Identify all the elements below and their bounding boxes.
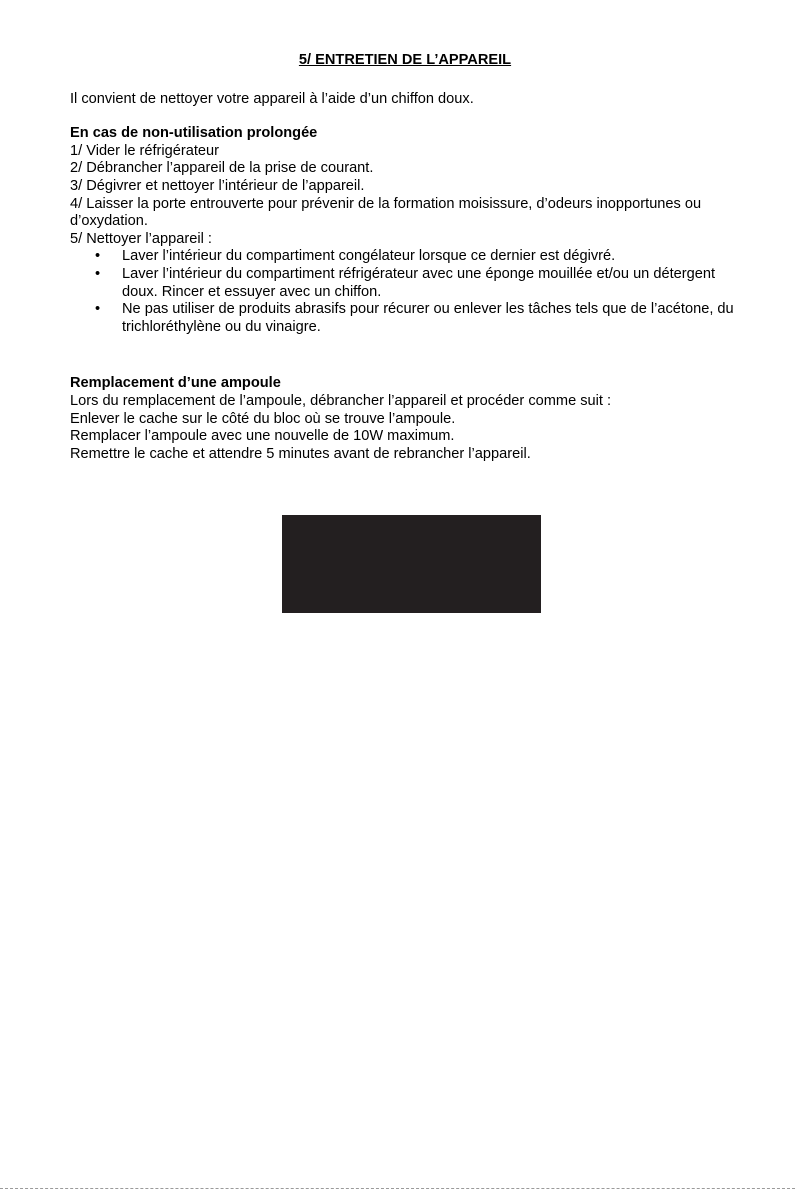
bulb-line: Remplacer l’ampoule avec une nouvelle de 10W maximum. — [70, 428, 455, 445]
storage-heading: En cas de non-utilisation prolongée — [70, 125, 318, 142]
bullet-icon: • — [95, 265, 101, 282]
section-title: 5/ ENTRETIEN DE L’APPAREIL — [298, 52, 512, 68]
bulb-line: Remettre le cache et attendre 5 minutes avant de rebrancher l’appareil. — [70, 445, 531, 462]
list-item — [95, 265, 740, 301]
bullet-icon: • — [95, 301, 101, 318]
bullet-text: Laver l’intérieur du compartiment réfrigérateur avec une éponge mouillée et/ou un détergent doux. Rincer et essuyer avec un chiffon. — [122, 265, 716, 300]
illustration-placeholder — [282, 515, 541, 613]
storage-step: 4/ Laisser la porte entrouverte pour prévenir de la formation moisissure, d’odeurs inopportunes ou d’oxydation. — [70, 195, 702, 230]
bulb-line: Lors du remplacement de l’ampoule, débrancher l’appareil et procéder comme suit : — [70, 392, 612, 409]
bulb-section — [70, 375, 740, 463]
storage-step: 5/ Nettoyer l’appareil : — [70, 230, 212, 247]
bullet-icon: • — [95, 248, 101, 265]
list-item — [95, 248, 740, 266]
bullet-text: Laver l’intérieur du compartiment congélateur lorsque ce dernier est dégivré. — [122, 248, 616, 265]
page-bottom-rule — [0, 1188, 795, 1189]
storage-section — [70, 125, 740, 336]
list-item — [95, 301, 740, 336]
bullet-text: Ne pas utiliser de produits abrasifs pour récurer ou enlever les tâches tels que de l’acétone, du trichloréthylène ou du vinaigre. — [122, 301, 734, 335]
bulb-line: Enlever le cache sur le côté du bloc où se trouve l’ampoule. — [70, 410, 456, 427]
cleaning-bullet-list — [70, 248, 740, 336]
intro-text: Il convient de nettoyer votre appareil à l’aide d’un chiffon doux. — [70, 90, 474, 107]
storage-step: 3/ Dégivrer et nettoyer l’intérieur de l’appareil. — [70, 177, 365, 194]
document-page — [70, 52, 740, 463]
storage-step: 1/ Vider le réfrigérateur — [70, 142, 219, 159]
storage-step: 2/ Débrancher l’appareil de la prise de courant. — [70, 160, 374, 177]
bulb-heading: Remplacement d’une ampoule — [70, 375, 281, 392]
